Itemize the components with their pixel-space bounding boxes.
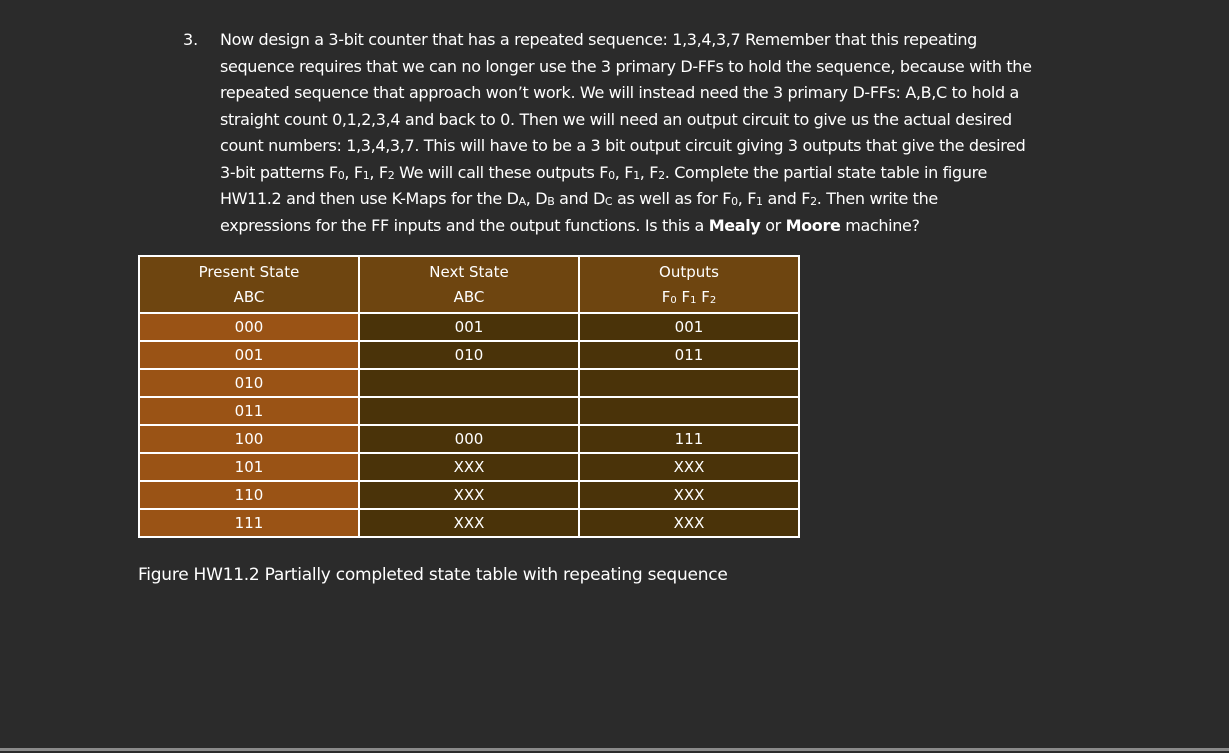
output-cell: XXX [579,481,799,509]
output-cell [579,369,799,397]
problem-line: HW11.2 and then use K-Maps for the $D_A$, $D_B$ and $D_C$ as well as for $F_0$, $F_1$ and $F_2$. Then write the [220,189,938,208]
table-row [139,369,799,397]
problem-line: count numbers: 1,3,4,3,7. This will have to be a 3 bit output circuit giving 3 outputs that give the desired [220,136,1026,155]
next-state-cell: XXX [359,509,579,537]
problem-statement [220,27,1120,239]
present-state-cell: 101 [139,453,359,481]
output-cell: XXX [579,509,799,537]
present-state-cell: 001 [139,341,359,369]
problem-line: sequence requires that we can no longer use the 3 primary D-FFs to hold the sequence, because with the [220,56,1032,76]
next-state-cell: 000 [359,425,579,453]
output-cell: 111 [579,425,799,453]
mealy-term: Mealy [708,215,761,235]
present-state-cell: 110 [139,481,359,509]
output-cell: XXX [579,453,799,481]
next-state-cell [359,397,579,425]
next-state-cell [359,369,579,397]
problem-line: straight count 0,1,2,3,4 and back to 0. Then we will need an output circuit to give us the actual desired [220,109,1012,129]
table-row [139,509,799,537]
table-header-row [139,256,799,313]
problem-line: expressions for the FF inputs and the output functions. Is this a Mealy or Moore machine? [220,215,920,235]
present-state-cell: 010 [139,369,359,397]
present-state-cell: 000 [139,313,359,341]
problem-3 [183,27,1123,239]
next-state-cell: 010 [359,341,579,369]
figure-caption: Figure HW11.2 Partially completed state table with repeating sequence [138,565,728,585]
table-row [139,481,799,509]
present-state-cell: 111 [139,509,359,537]
next-state-cell: 001 [359,313,579,341]
next-state-cell: XXX [359,453,579,481]
header-outputs: Outputs $F_0$ $F_1$ $F_2$ [579,256,799,313]
present-state-cell: 100 [139,425,359,453]
header-next-state: Next State ABC [359,256,579,313]
problem-line: repeated sequence that approach won’t work. We will instead need the 3 primary D-FFs: A,B,C to hold a [220,83,1019,102]
table-row [139,425,799,453]
problem-line: Now design a 3-bit counter that has a repeated sequence: 1,3,4,3,7 Remember that this repeating [220,30,977,49]
header-present-state: Present State ABC [139,256,359,313]
problem-line: 3-bit patterns $F_0$, $F_1$, $F_2$ We will call these outputs $F_0$, $F_1$, $F_2$. Complete the partial state table in figure [220,162,987,182]
state-table [138,255,800,538]
output-cell: 011 [579,341,799,369]
table-row [139,397,799,425]
table-row [139,313,799,341]
table-row [139,341,799,369]
output-cell [579,397,799,425]
bottom-divider [0,748,1229,751]
table-row [139,453,799,481]
present-state-cell: 011 [139,397,359,425]
moore-term: Moore [785,215,841,235]
problem-number: 3. [183,30,199,49]
next-state-cell: XXX [359,481,579,509]
output-cell: 001 [579,313,799,341]
